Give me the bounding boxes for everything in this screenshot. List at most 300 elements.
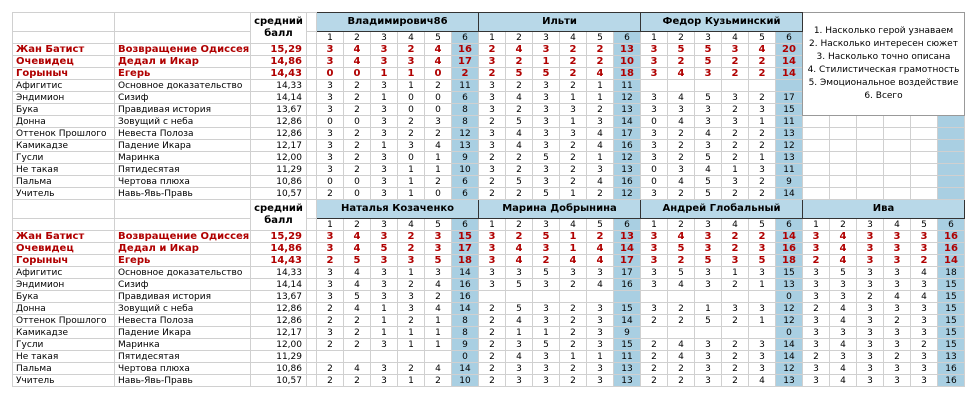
empty-score	[803, 128, 830, 140]
criterion-score: 2	[398, 279, 425, 291]
empty-score	[884, 116, 911, 128]
criterion-score: 3	[722, 92, 749, 104]
criterion-score: 1	[398, 339, 425, 351]
criterion-score: 3	[803, 375, 830, 387]
criterion-score: 2	[722, 279, 749, 291]
criterion-score: 3	[911, 279, 938, 291]
criterion-score: 1	[398, 327, 425, 339]
table-row	[13, 351, 965, 363]
criterion-score: 4	[749, 44, 776, 56]
average-score: 11,29	[251, 351, 307, 363]
total-score: 13	[776, 128, 803, 140]
criterion-score: 1	[371, 92, 398, 104]
empty-score	[830, 152, 857, 164]
total-score: 15	[938, 291, 965, 303]
author-name: Горыныч	[13, 68, 115, 80]
criterion-score: 3	[641, 140, 668, 152]
story-title: Зовущий с неба	[115, 116, 251, 128]
criterion-score: 3	[749, 243, 776, 255]
criterion-number: 4	[398, 32, 425, 44]
table-row	[13, 231, 965, 243]
criterion-score: 3	[722, 255, 749, 267]
criterion-score: 3	[830, 327, 857, 339]
story-title: Навь-Явь-Правь	[115, 188, 251, 200]
total-score: 13	[776, 375, 803, 387]
empty-score	[830, 128, 857, 140]
criterion-score: 2	[479, 375, 506, 387]
criterion-score: 3	[857, 231, 884, 243]
criterion-score: 3	[425, 243, 452, 255]
criterion-score: 2	[344, 339, 371, 351]
average-score: 12,17	[251, 140, 307, 152]
author-name: Пальма	[13, 176, 115, 188]
criterion-score: 2	[722, 243, 749, 255]
criterion-score: 5	[695, 176, 722, 188]
empty-score	[857, 164, 884, 176]
average-score: 10,86	[251, 363, 307, 375]
criterion-score: 3	[425, 267, 452, 279]
total-score: 16	[614, 279, 641, 291]
criterion-score: 3	[695, 231, 722, 243]
total-score: 8	[452, 315, 479, 327]
total-score: 10	[614, 56, 641, 68]
criterion-score: 2	[560, 152, 587, 164]
criterion-score: 4	[695, 128, 722, 140]
criterion-score: 4	[830, 303, 857, 315]
criterion-score: 3	[533, 351, 560, 363]
criterion-score: 2	[479, 339, 506, 351]
empty-score	[830, 176, 857, 188]
average-score: 11,29	[251, 164, 307, 176]
criterion-score	[425, 351, 452, 363]
criterion-score: 3	[695, 267, 722, 279]
criterion-score: 3	[695, 351, 722, 363]
criterion-score: 5	[506, 279, 533, 291]
total-score: 17	[776, 92, 803, 104]
criterion-score: 4	[506, 255, 533, 267]
criterion-number: 6	[776, 32, 803, 44]
criterion-score: 3	[857, 279, 884, 291]
criterion-score: 2	[425, 128, 452, 140]
blank-cell	[13, 219, 115, 231]
empty-score	[803, 176, 830, 188]
total-score: 14	[614, 116, 641, 128]
criterion-score: 3	[641, 92, 668, 104]
total-score: 14	[776, 339, 803, 351]
blank-cell	[115, 32, 251, 44]
total-score: 16	[938, 231, 965, 243]
criterion-score: 1	[749, 116, 776, 128]
total-score: 17	[614, 128, 641, 140]
judge-header-row	[13, 13, 965, 32]
criterion-score: 3	[533, 243, 560, 255]
total-score: 20	[776, 44, 803, 56]
empty-score	[911, 164, 938, 176]
total-score: 16	[938, 375, 965, 387]
criterion-score	[749, 291, 776, 303]
criterion-score: 3	[911, 303, 938, 315]
average-score: 13,67	[251, 291, 307, 303]
criterion-score: 2	[479, 68, 506, 80]
criterion-score: 3	[317, 279, 344, 291]
criterion-score: 0	[398, 104, 425, 116]
criterion-score: 0	[344, 116, 371, 128]
criterion-score: 2	[506, 152, 533, 164]
empty-score	[938, 164, 965, 176]
criterion-score: 2	[506, 80, 533, 92]
criterion-number: 6	[452, 32, 479, 44]
criterion-score	[641, 80, 668, 92]
criterion-score: 3	[722, 303, 749, 315]
criterion-score: 2	[317, 303, 344, 315]
criterion-score: 2	[560, 56, 587, 68]
criterion-score: 4	[506, 128, 533, 140]
criterion-number: 1	[479, 32, 506, 44]
total-score: 17	[614, 267, 641, 279]
criterion-score: 4	[425, 140, 452, 152]
criterion-score	[398, 351, 425, 363]
criterion-score: 2	[668, 303, 695, 315]
criterion-score: 4	[344, 303, 371, 315]
criterion-score: 2	[479, 327, 506, 339]
criterion-score	[641, 327, 668, 339]
criterion-score: 3	[884, 363, 911, 375]
criterion-score: 3	[884, 303, 911, 315]
story-title: Невеста Полоза	[115, 315, 251, 327]
blank-cell	[115, 200, 251, 219]
criterion-score: 3	[371, 164, 398, 176]
table-row	[13, 243, 965, 255]
total-score: 15	[938, 339, 965, 351]
empty-score	[884, 128, 911, 140]
criterion-score: 2	[749, 176, 776, 188]
criterion-score: 3	[884, 267, 911, 279]
criterion-number: 5	[749, 32, 776, 44]
criterion-score: 4	[668, 351, 695, 363]
criterion-score: 2	[668, 188, 695, 200]
criterion-score: 2	[722, 363, 749, 375]
criterion-score: 1	[722, 164, 749, 176]
empty-score	[911, 140, 938, 152]
criterion-score: 3	[317, 267, 344, 279]
criterion-score: 1	[587, 92, 614, 104]
empty-score	[884, 140, 911, 152]
author-name: Афигитис	[13, 267, 115, 279]
criterion-score: 3	[803, 363, 830, 375]
table-row	[13, 291, 965, 303]
criterion-number: 1	[317, 32, 344, 44]
total-score: 13	[614, 363, 641, 375]
empty-score	[911, 116, 938, 128]
criterion-score: 2	[587, 104, 614, 116]
total-score: 8	[452, 327, 479, 339]
criterion-score: 0	[344, 188, 371, 200]
criterion-score: 3	[749, 104, 776, 116]
criterion-score: 5	[425, 255, 452, 267]
criterion-number: 2	[668, 32, 695, 44]
author-name: Оттенок Прошлого	[13, 128, 115, 140]
criterion-score: 2	[479, 188, 506, 200]
criterion-score: 3	[371, 152, 398, 164]
table-row	[13, 375, 965, 387]
author-name: Эндимион	[13, 92, 115, 104]
criterion-score: 3	[560, 104, 587, 116]
spacer-cell	[307, 339, 317, 351]
criterion-score: 2	[668, 152, 695, 164]
empty-score	[938, 188, 965, 200]
criterion-score: 2	[857, 291, 884, 303]
criterion-score: 5	[506, 116, 533, 128]
criterion-number: 4	[722, 32, 749, 44]
criterion-score: 4	[344, 231, 371, 243]
total-score	[776, 80, 803, 92]
author-name: Камикадзе	[13, 327, 115, 339]
spacer-cell	[307, 152, 317, 164]
criterion-score: 3	[371, 267, 398, 279]
criterion-score	[668, 327, 695, 339]
criterion-score: 1	[749, 315, 776, 327]
empty-score	[830, 188, 857, 200]
criterion-number: 3	[857, 219, 884, 231]
criterion-score: 5	[695, 152, 722, 164]
total-score: 13	[776, 279, 803, 291]
author-name: Очевидец	[13, 243, 115, 255]
empty-score	[803, 152, 830, 164]
average-score: 14,86	[251, 243, 307, 255]
blank-cell	[115, 13, 251, 32]
criterion-score: 1	[749, 152, 776, 164]
criterion-score: 3	[317, 44, 344, 56]
criterion-score	[371, 351, 398, 363]
criterion-score: 3	[884, 255, 911, 267]
criterion-score: 5	[533, 68, 560, 80]
blank-cell	[13, 200, 115, 219]
criterion-score: 2	[479, 152, 506, 164]
criterion-score: 2	[398, 363, 425, 375]
criterion-number: 2	[668, 219, 695, 231]
total-score: 6	[452, 176, 479, 188]
criterion-score: 2	[506, 231, 533, 243]
criterion-score: 2	[722, 188, 749, 200]
criterion-score: 3	[857, 375, 884, 387]
spacer-cell	[307, 363, 317, 375]
total-score	[614, 291, 641, 303]
criterion-score: 4	[668, 279, 695, 291]
total-score: 14	[614, 315, 641, 327]
criterion-score: 3	[533, 92, 560, 104]
judge-name-header: Владимирович86	[317, 13, 479, 32]
criterion-score: 4	[425, 363, 452, 375]
average-score: 15,29	[251, 44, 307, 56]
spacer-cell	[307, 200, 317, 219]
criterion-number: 4	[560, 32, 587, 44]
criterion-score	[344, 351, 371, 363]
average-score: 14,33	[251, 80, 307, 92]
spacer-cell	[307, 255, 317, 267]
criterion-score: 3	[749, 267, 776, 279]
legend-item: 3. Насколько точно описана	[816, 52, 951, 62]
author-name: Камикадзе	[13, 140, 115, 152]
criterion-score: 4	[587, 68, 614, 80]
criterion-score: 2	[317, 315, 344, 327]
criterion-score	[722, 291, 749, 303]
criterion-score	[668, 291, 695, 303]
author-name: Гусли	[13, 339, 115, 351]
criterion-score: 3	[857, 327, 884, 339]
criterion-number: 3	[371, 219, 398, 231]
criterion-score: 2	[344, 80, 371, 92]
criterion-score: 4	[668, 116, 695, 128]
spacer-cell	[307, 303, 317, 315]
blank-cell	[13, 13, 115, 32]
table-row	[13, 363, 965, 375]
criterion-score: 3	[695, 339, 722, 351]
story-title: Возвращение Одиссея	[115, 44, 251, 56]
judge-name-header: Андрей Глобальный	[641, 200, 803, 219]
total-score: 12	[614, 92, 641, 104]
spacer-cell	[307, 68, 317, 80]
criterion-score: 1	[371, 303, 398, 315]
total-score: 11	[452, 80, 479, 92]
criterion-score: 2	[560, 68, 587, 80]
criterion-score: 2	[560, 80, 587, 92]
criterion-score: 4	[587, 176, 614, 188]
story-title: Падение Икара	[115, 327, 251, 339]
story-title: Сизиф	[115, 279, 251, 291]
total-score: 6	[452, 92, 479, 104]
criterion-score: 3	[533, 140, 560, 152]
criterion-score: 2	[479, 176, 506, 188]
criterion-score: 3	[641, 231, 668, 243]
judge-name-header: Ильти	[479, 13, 641, 32]
total-score: 12	[776, 363, 803, 375]
criterion-score: 2	[317, 375, 344, 387]
total-score: 10	[452, 375, 479, 387]
empty-score	[803, 188, 830, 200]
spacer-cell	[307, 128, 317, 140]
criterion-score: 3	[803, 243, 830, 255]
criterion-score: 2	[398, 44, 425, 56]
criterion-score: 0	[317, 176, 344, 188]
criterion-number: 1	[641, 32, 668, 44]
empty-score	[857, 188, 884, 200]
spacer-cell	[307, 315, 317, 327]
criterion-score: 3	[911, 243, 938, 255]
criterion-score: 1	[398, 176, 425, 188]
criterion-score: 1	[398, 267, 425, 279]
criterion-score: 3	[317, 231, 344, 243]
criterion-score: 3	[587, 315, 614, 327]
criterion-score: 2	[479, 351, 506, 363]
criterion-score: 3	[425, 116, 452, 128]
criterion-score: 1	[695, 303, 722, 315]
total-score: 12	[776, 315, 803, 327]
author-name: Донна	[13, 116, 115, 128]
criterion-score: 2	[317, 188, 344, 200]
criterion-score: 5	[344, 255, 371, 267]
author-name: Эндимион	[13, 279, 115, 291]
criterion-score: 3	[803, 339, 830, 351]
story-title: Пятидесятая	[115, 164, 251, 176]
criterion-score: 3	[479, 267, 506, 279]
criterion-number: 2	[344, 32, 371, 44]
average-score: 14,43	[251, 255, 307, 267]
criterion-score: 3	[587, 116, 614, 128]
empty-score	[884, 164, 911, 176]
total-score: 0	[776, 291, 803, 303]
criterion-score: 0	[425, 68, 452, 80]
criterion-score: 2	[587, 188, 614, 200]
criterion-score: 3	[641, 104, 668, 116]
spacer-cell	[307, 375, 317, 387]
criterion-score: 3	[857, 339, 884, 351]
average-score: 14,33	[251, 267, 307, 279]
criterion-score: 2	[344, 92, 371, 104]
criterion-score: 3	[371, 128, 398, 140]
author-name: Учитель	[13, 188, 115, 200]
criterion-number: 2	[344, 219, 371, 231]
criterion-number: 1	[317, 219, 344, 231]
criterion-score: 3	[479, 140, 506, 152]
criterion-score: 3	[668, 164, 695, 176]
total-score: 16	[776, 243, 803, 255]
criterion-score: 5	[749, 255, 776, 267]
criterion-score: 3	[749, 303, 776, 315]
criterion-score: 2	[911, 255, 938, 267]
story-title: Дедал и Икар	[115, 56, 251, 68]
criterion-score: 3	[425, 231, 452, 243]
total-score: 15	[938, 279, 965, 291]
criterion-score: 3	[803, 315, 830, 327]
criterion-score: 3	[857, 303, 884, 315]
legend-item: 6. Всего	[864, 91, 903, 101]
criterion-score: 5	[371, 243, 398, 255]
criterion-score: 2	[641, 315, 668, 327]
average-score: 15,29	[251, 231, 307, 243]
average-score: 12,86	[251, 315, 307, 327]
criterion-score: 3	[803, 327, 830, 339]
criterion-score: 3	[371, 116, 398, 128]
criterion-score: 2	[587, 231, 614, 243]
criterion-score: 3	[884, 243, 911, 255]
total-score: 18	[776, 255, 803, 267]
empty-score	[911, 176, 938, 188]
table-row	[13, 116, 965, 128]
story-title: Дедал и Икар	[115, 243, 251, 255]
average-score: 14,43	[251, 68, 307, 80]
criterion-score: 5	[533, 231, 560, 243]
criterion-score: 3	[479, 164, 506, 176]
empty-score	[911, 128, 938, 140]
table-row	[13, 339, 965, 351]
total-score: 18	[452, 255, 479, 267]
criterion-score: 2	[560, 44, 587, 56]
criterion-score: 4	[830, 255, 857, 267]
empty-score	[884, 188, 911, 200]
criterion-score: 3	[533, 164, 560, 176]
total-score: 14	[776, 56, 803, 68]
criterion-score: 3	[533, 375, 560, 387]
criterion-score: 4	[668, 231, 695, 243]
criterion-score: 1	[425, 327, 452, 339]
table-row	[13, 176, 965, 188]
criterion-score: 3	[884, 279, 911, 291]
judge-name-header: Марина Добрынина	[479, 200, 641, 219]
criterion-score: 2	[479, 303, 506, 315]
criterion-score: 2	[398, 116, 425, 128]
total-score: 11	[614, 351, 641, 363]
judge-name-header: Федор Кузьминский	[641, 13, 803, 32]
